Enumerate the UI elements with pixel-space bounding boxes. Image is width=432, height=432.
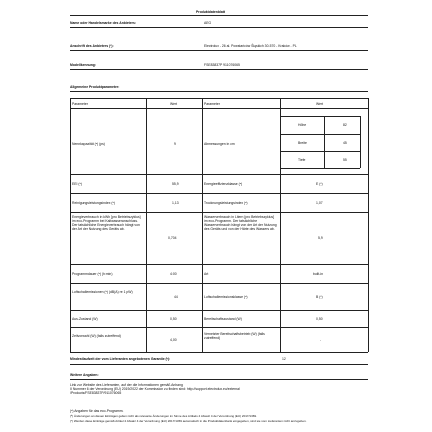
footnote: (ᶜ) Werden diese Einträge gemäß Artikel 4 Absatz 4 der Verordnung (EU) 2017/1369 automatisch in die Produktdatenbank eingegeben, sind sie vom Lieferanten nicht anzugeben.	[70, 419, 307, 423]
table-line	[70, 193, 368, 194]
type-value: built-in	[313, 272, 323, 276]
col-header-wert2: Wert	[316, 102, 324, 106]
networked-standby-value: -	[320, 338, 322, 342]
model-id-label: Modellkennung:	[70, 63, 96, 67]
rated-capacity-value: 9	[174, 142, 176, 146]
dims-col-line	[360, 116, 361, 168]
cleaning-index-value: 1,13	[172, 201, 179, 205]
divider	[70, 27, 368, 28]
supplier-address-value: Electrolux - 26 al. Powstańców Śląskich 30-570 - Kraków - PL	[204, 44, 297, 48]
drying-index-label: Trocknungsleistungsindex (ᵃ)	[204, 201, 248, 205]
col-header-param2: Parameter	[204, 102, 220, 106]
delay-start-label: Zeitvorwahl (W) (falls zutreffend)	[72, 334, 121, 338]
cleaning-index-label: Reinigungsleistungsindex (ᵃ)	[72, 201, 115, 205]
dim-depth-label: Tiefe	[298, 158, 306, 162]
off-mode-value: 0,50	[170, 317, 177, 321]
divider	[70, 364, 368, 365]
networked-standby-label: Vernetzter Bereitschaftsbetrieb (W) (falls zutreffend)	[204, 332, 265, 340]
footnote: (ᵃ) Angaben für das eco-Programm.	[70, 409, 124, 413]
dim-height-value: 82	[343, 123, 347, 127]
dims-line	[280, 168, 360, 169]
table-col-line	[146, 98, 147, 352]
divider	[70, 50, 368, 51]
dim-width-value: 45	[343, 141, 347, 145]
general-params-heading: Allgemeine Produktparameter:	[70, 85, 120, 89]
dims-line	[280, 151, 360, 152]
warranty-value: 12	[282, 357, 286, 361]
divider	[70, 379, 368, 380]
more-info-line: Link zur Website des Lieferanten, auf der die Informationen gemäß Anhang	[70, 383, 183, 387]
table-col-line	[280, 98, 281, 352]
divider	[70, 91, 368, 92]
noise-class-value: B (ᶜ)	[316, 295, 323, 299]
table-line	[70, 108, 368, 109]
footnote: (ᵇ) Änderungen an diesen Einträgen gelten nicht als relevante Änderungen im Sinne des Artikels 4 Absatz 4 der Verordnung (EU) 2017/1369.	[70, 414, 257, 418]
more-info-line: /Products/FSE83837P/911076065	[70, 391, 122, 395]
dim-width-label: Breite	[298, 141, 307, 145]
standby-mode-label: Bereitschaftszustand (W)	[204, 317, 242, 321]
model-id-value: FSE83837P 911076065	[204, 63, 240, 67]
table-col-line	[202, 98, 203, 352]
programme-duration-label: Programmdauer (ᵃ) (h:min)	[72, 272, 113, 276]
noise-emissions-label: Luftschallemissionen (ᵃ) (dB(A) re 1 pW)	[72, 290, 133, 294]
supplier-name-value: AEG	[204, 21, 212, 25]
off-mode-label: Aus-Zustand (W)	[72, 317, 98, 321]
energy-consumption-value: 0,704	[168, 236, 177, 240]
table-line	[70, 352, 368, 353]
energy-class-label: Energieeffizienzklasse (ᵃ)	[204, 182, 243, 186]
col-header-wert1: Wert	[170, 102, 178, 106]
delay-start-value: 4,00	[170, 338, 177, 342]
table-line	[70, 212, 368, 213]
rated-capacity-label: Nennkapazität (ᵃ) (ps)	[72, 142, 105, 146]
table-line	[70, 310, 368, 311]
title-underline	[70, 15, 368, 16]
table-line	[70, 327, 368, 328]
table-line	[70, 264, 368, 265]
standby-mode-value: 0,50	[316, 317, 323, 321]
eei-value: 55,9	[172, 182, 179, 186]
dims-col-line	[324, 116, 325, 168]
table-col-line	[368, 98, 369, 352]
energy-consumption-label: Energieverbrauch in kWh [pro Betriebszyklus] im eco-Programm bei Kaltwasseranschluss. Der tatsächliche Energieverbrauch hängt von der Art der Nutzung des Geräts ab.	[72, 215, 141, 231]
eei-label: EEI (ᵃ)	[72, 182, 82, 186]
supplier-name-label: Name oder Handelsmarke des Anbieters:	[70, 21, 137, 25]
page-title: Produktdatenblatt	[196, 10, 226, 14]
more-info-heading: Weitere Angaben:	[70, 373, 99, 377]
table-line	[70, 283, 368, 284]
col-header-param1: Parameter	[72, 102, 88, 106]
drying-index-value: 1,07	[316, 201, 323, 205]
programme-duration-value: 4:00	[170, 272, 177, 276]
noise-emissions-value: 44	[174, 295, 178, 299]
divider	[70, 69, 368, 70]
dimensions-label: Abmessungen in cm	[204, 142, 235, 146]
dim-depth-value: 55	[343, 158, 347, 162]
energy-class-value: E (ᶜ)	[316, 182, 323, 186]
dims-line	[280, 134, 360, 135]
table-line	[70, 174, 368, 175]
more-info-line: II Nummer 6 der Verordnung (EU) 2019/2022 der Kommission zu finden sind: http://support.electrolux.eu/external	[70, 387, 240, 391]
water-consumption-label: Wasserverbrauch in Litern [pro Betriebszyklus] im eco-Programm. Der tatsächliche Wasserverbrauch hängt von der Art der Nutzung des Geräts und von der Härte des Wassers ab.	[204, 215, 277, 231]
table-line	[70, 98, 368, 99]
dims-line	[280, 116, 360, 117]
warranty-label: Mindestlaufzeit der vom Lieferanten angebotenen Garantie (ᵇ):	[70, 357, 171, 361]
supplier-address-label: Anschrift des Anbieters (¹):	[70, 44, 114, 48]
type-label: Art	[204, 272, 209, 276]
water-consumption-value: 5,9	[318, 236, 323, 240]
noise-class-label: Luftschallemissionsklasse (ᵃ)	[204, 295, 248, 299]
dim-height-label: Höhe	[298, 123, 307, 127]
table-col-line	[70, 98, 71, 352]
